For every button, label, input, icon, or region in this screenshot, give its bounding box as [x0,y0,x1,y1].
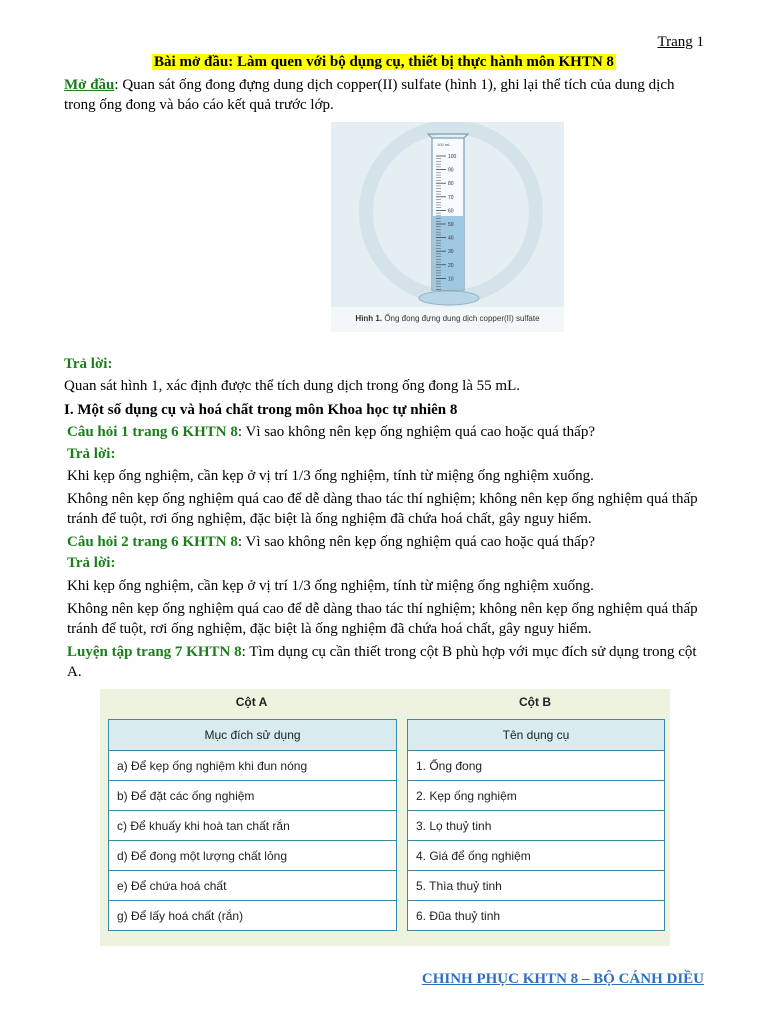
col-a-row: d) Để đong một lượng chất lỏng [109,840,396,870]
col-b-row: 1. Ống đong [408,750,664,780]
col-b-row: 6. Đũa thuỷ tinh [408,900,664,930]
intro-text: : Quan sát ống đong đựng dung dịch copper(II) sulfate (hình 1), ghi lại thể tích của dung dịch trong ống đong và báo cáo kết quả trước lớp. [64,77,675,113]
answer1-label: Trả lời: [64,356,113,372]
figure-caption: Hình 1. Ống đong đựng dung dịch copper(II) sulfate [355,314,540,323]
page-number [657,34,704,51]
page-number-value: 1 [696,34,704,50]
col-b-table [407,719,665,931]
answer1-text: Quan sát hình 1, xác định được thể tích dung dịch trong ống đong là 55 mL. [64,378,520,394]
col-a-title: Cột A [235,695,268,709]
col-a-row: e) Để chứa hoá chất [109,870,396,900]
col-a-table [108,719,397,931]
matching-table [100,689,670,946]
col-b-title: Cột B [519,695,551,709]
scale-label: 90 [448,167,454,174]
col-a-header: Mục đích sử dụng [109,720,396,750]
col-a-row: b) Để đặt các ống nghiệm [109,780,396,810]
col-b-row: 3. Lọ thuỷ tinh [408,810,664,840]
scale-label: 40 [448,235,454,242]
scale-label: 60 [448,208,454,215]
intro-paragraph [64,75,704,115]
question1-answer-p1: Khi kẹp ống nghiệm, cần kẹp ở vị trí 1/3 ống nghiệm, tính từ miệng ống nghiệm xuống. [67,468,594,484]
scale-label: 20 [448,262,454,269]
scale-label: 100 [448,154,457,160]
cylinder-top-text: 100 mL [437,142,451,147]
question1-answer-label: Trả lời: [67,446,116,462]
col-b-header: Tên dụng cụ [408,720,664,750]
section-heading: I. Một số dụng cụ và hoá chất trong môn Khoa học tự nhiên 8 [64,402,458,418]
col-a-row: g) Để lấy hoá chất (rắn) [109,900,396,930]
question1: Câu hỏi 1 trang 6 KHTN 8: Vì sao không nên kẹp ống nghiệm quá cao hoặc quá thấp? [67,424,595,440]
scale-label: 50 [448,222,454,228]
question2-answer-p1: Khi kẹp ống nghiệm, cần kẹp ở vị trí 1/3 ống nghiệm, tính từ miệng ống nghiệm xuống. [67,578,594,594]
cylinder-base [419,291,479,305]
page-label: Trang [657,34,693,50]
col-b-row: 2. Kẹp ống nghiệm [408,780,664,810]
intro-label: Mở đầu [64,77,115,93]
scale-label: 70 [448,194,454,201]
col-a-row: a) Để kẹp ống nghiệm khi đun nóng [109,750,396,780]
footer-link[interactable]: CHINH PHỤC KHTN 8 – BỘ CÁNH DIỀU [421,971,704,987]
lesson-title: Bài mở đầu: Làm quen với bộ dụng cụ, thiết bị thực hành môn KHTN 8 [154,54,614,70]
scale-label: 10 [448,276,454,283]
question1-answer-p2: Không nên kẹp ống nghiệm quá cao để dễ dàng thao tác thí nghiệm; không nên kẹp ống nghiệm quá thấp tránh để tuột, rơi ống nghiệm, đặc biệt là ống nghiệm đã chứa hoá chất, gây nguy hiểm. [67,491,698,527]
question2-answer-p2: Không nên kẹp ống nghiệm quá cao để dễ dàng thao tác thí nghiệm; không nên kẹp ống nghiệm quá thấp tránh để tuột, rơi ống nghiệm, đặc biệt là ống nghiệm đã chứa hoá chất, gây nguy hiểm. [67,601,698,637]
col-b-row: 5. Thìa thuỷ tinh [408,870,664,900]
scale-label: 30 [448,249,454,256]
scale-label: 80 [448,181,454,188]
col-b-row: 4. Giá để ống nghiệm [408,840,664,870]
cylinder-illustration [331,122,564,307]
col-a-row: c) Để khuấy khi hoà tan chất rắn [109,810,396,840]
practice-prompt: Luyện tập trang 7 KHTN 8: Tìm dụng cụ cần thiết trong cột B phù hợp với mục đích sử dụng trong cột A. [67,644,697,680]
question2: Câu hỏi 2 trang 6 KHTN 8: Vì sao không nên kẹp ống nghiệm quá cao hoặc quá thấp? [67,534,595,550]
figure-graduated-cylinder [331,122,564,332]
question2-answer-label: Trả lời: [67,555,116,571]
